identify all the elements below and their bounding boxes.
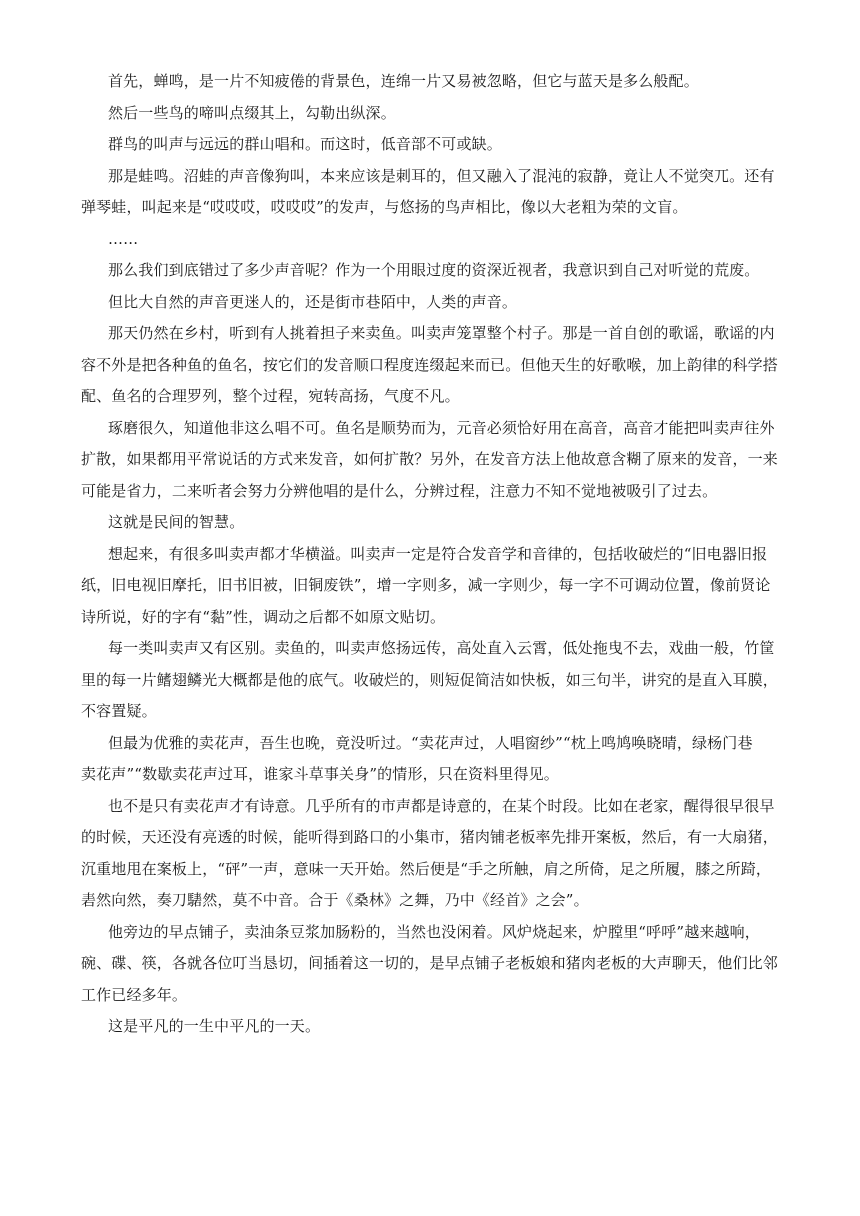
paragraph [81,728,780,791]
text-line: 扩散，如果都用平常说话的方式来发音，如何扩散？另外，在发音方法上他故意含糊了原来的发音，一来 [81,450,778,468]
paragraph [81,161,780,224]
paragraph [108,98,780,130]
paragraph [108,66,780,98]
paragraph [81,917,780,1012]
text-line: 沉重地甩在案板上，“砰”一声，意味一天开始。然后便是“手之所触，肩之所倚，足之所履，膝之所踦， [81,859,772,878]
text-line: 首先，蝉鸣，是一片不知疲倦的背景色，连绵一片又易被忽略，但它与蓝天是多么般配。 [108,72,699,90]
text-line: 群鸟的叫声与远远的群山唱和。而这时，低音部不可或缺。 [108,135,502,153]
paragraph [81,413,780,508]
text-line: 工作已经多年。 [81,985,188,1004]
text-line: 他旁边的早点铺子，卖油条豆浆加肠粉的，当然也没闲着。风炉烧起来，炉膛里“呼呼”越来越响， [108,922,760,941]
text-line: 的时候，天还没有亮透的时候，能听得到路口的小集市，猪肉铺老板率先排开案板，然后，有一大扇猪， [81,828,778,846]
text-line: 每一类叫卖声又有区别。卖鱼的，叫卖声悠扬远传，高处直入云霄，低处拖曳不去，戏曲一般，竹筐 [108,639,775,657]
paragraph [108,1011,780,1043]
text-line: 砉然向然，奏刀騞然，莫不中音。合于《桑林》之舞，乃中《经首》之会”。 [81,891,589,909]
text-line: 可能是省力，二来听者会努力分辨他唱的是什么，分辨过程，注意力不知不觉地被吸引了过去。 [81,481,718,500]
text-line: 那天仍然在乡村，听到有人挑着担子来卖鱼。叫卖声笼罩整个村子。那是一首自创的歌谣，歌谣的内 [108,324,775,342]
paragraph [108,507,780,539]
paragraph [81,791,780,917]
text-line: 那是蛙鸣。沼蛙的声音像狗叫，本来应该是刺耳的，但又融入了混沌的寂静，竟让人不觉突兀。还有 [108,166,775,185]
text-line: 琢磨很久，知道他非这么唱不可。鱼名是顺势而为，元音必须恰好用在高音，高音才能把叫卖声往外 [108,418,775,437]
paragraph [81,633,780,728]
text-line: 弹琴蛙，叫起来是“哎哎哎，哎哎哎”的发声，与悠扬的鸟声相比，像以大老粗为荣的文盲。 [81,198,688,216]
document-body [81,66,780,1043]
text-line: 然后一些鸟的啼叫点缀其上，勾勒出纵深。 [108,103,396,122]
paragraph [108,224,780,256]
text-line: 但比大自然的声音更迷人的，还是街市巷陌中，人类的声音。 [108,292,518,311]
text-line: 不容置疑。 [81,702,157,720]
text-line: …… [108,229,139,248]
text-line: 纸，旧电视旧摩托，旧书旧被，旧铜废铁”，增一字则多，减一字则少，每一字不可调动位置，像前贤论 [81,576,771,594]
text-line: 配、鱼名的合理罗列，整个过程，宛转高扬，气度不凡。 [81,387,460,405]
text-line: 这是平凡的一生中平凡的一天。 [108,1017,321,1035]
paragraph [81,318,780,413]
paragraph [108,255,780,287]
text-line: 想起来，有很多叫卖声都才华横溢。叫卖声一定是符合发音学和音律的，包括收破烂的“旧电器旧报 [108,544,768,563]
text-line: 这就是民间的智慧。 [108,513,245,531]
text-line: 也不是只有卖花声才有诗意。几乎所有的市声都是诗意的，在某个时段。比如在老家，醒得很早很早 [108,796,775,815]
text-line: 诗所说，好的字有“黏”性，调动之后都不如原文贴切。 [81,607,446,626]
paragraph [108,129,780,161]
text-line: 碗、碟、筷，各就各位叮当恳切，间插着这一切的，是早点铺子老板娘和猪肉老板的大声聊天，他们比邻 [81,954,778,972]
text-line: 卖花声”“数歇卖花声过耳，谁家斗草事关身”的情形，只在资料里得见。 [81,765,559,783]
text-line: 但最为优雅的卖花声，吾生也晚，竟没听过。“卖花声过，人唱窗纱”“枕上鸣鸠唤晓晴，绿杨门巷 [108,733,753,752]
paragraph [81,539,780,634]
paragraph [108,287,780,319]
text-line: 容不外是把各种鱼的鱼名，按它们的发音顺口程度连缀起来而已。但他天生的好歌喉，加上韵律的科学搭 [81,355,778,374]
text-line: 那么我们到底错过了多少声音呢？作为一个用眼过度的资深近视者，我意识到自己对听觉的荒废。 [108,261,760,279]
text-line: 里的每一片鳍翅鳞光大概都是他的底气。收破烂的，则短促简洁如快板，如三句半，讲究的是直入耳膜， [81,670,778,689]
